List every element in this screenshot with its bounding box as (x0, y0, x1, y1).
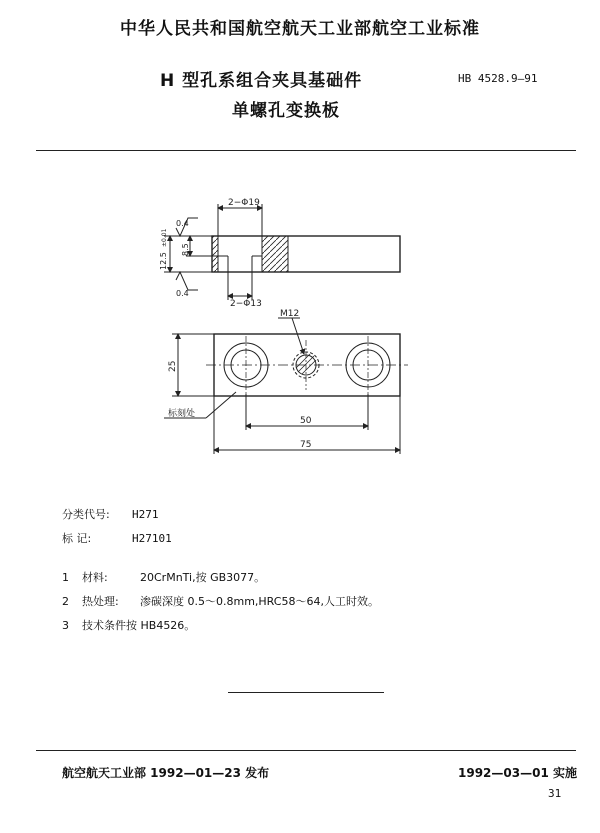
class-code-label: 分类代号: (62, 508, 110, 521)
plan-view (164, 318, 408, 454)
issue-date: 航空航天工业部 1992—01—23 发布 (62, 766, 270, 780)
label-counterbore-depth: 8.5 (181, 243, 190, 256)
label-hole-spacing: 50 (300, 416, 312, 426)
note-item: 3 技术条件按 HB4526。 (62, 619, 196, 632)
label-tolerance: ±0.01 (161, 228, 168, 247)
label-thread: M12 (280, 309, 300, 319)
mark-label: 标 记: (62, 532, 92, 545)
label-length: 75 (300, 440, 312, 450)
technical-notes (62, 566, 379, 638)
page-number: 31 (548, 787, 562, 800)
standard-org-header: 中华人民共和国航空航天工业部航空工业标准 (120, 19, 480, 39)
label-width: 25 (168, 360, 178, 372)
label-roughness-top: 0.4 (176, 219, 189, 228)
label-height-total: 12.5 (159, 252, 168, 270)
label-roughness-bottom: 0.4 (176, 289, 189, 298)
end-rule (228, 692, 384, 693)
class-code-value: H271 (132, 508, 159, 521)
section-view (164, 204, 400, 300)
label-marking: 标刻处 (168, 409, 196, 419)
mark-value: H27101 (132, 532, 172, 545)
footer-rule (36, 750, 576, 751)
note-item: 1 材料: 20CrMnTi,按 GB3077。 (62, 571, 266, 584)
standard-number: HB 4528.9—91 (458, 72, 538, 85)
mark-row (62, 530, 172, 546)
standard-title-line1: H 型孔系组合夹具基础件 (160, 71, 363, 91)
label-hole-top: 2−Φ19 (228, 198, 260, 208)
header-rule (36, 150, 576, 151)
class-code-row (62, 506, 159, 522)
label-hole-bottom: 2−Φ13 (230, 299, 262, 309)
standard-title-line2: 单螺孔变换板 (232, 101, 340, 121)
implementation-date: 1992—03—01 实施 (458, 766, 577, 780)
note-item: 2 热处理: 渗碳深度 0.5～0.8mm,HRC58～64,人工时效。 (62, 595, 379, 608)
technical-drawing (0, 180, 600, 470)
